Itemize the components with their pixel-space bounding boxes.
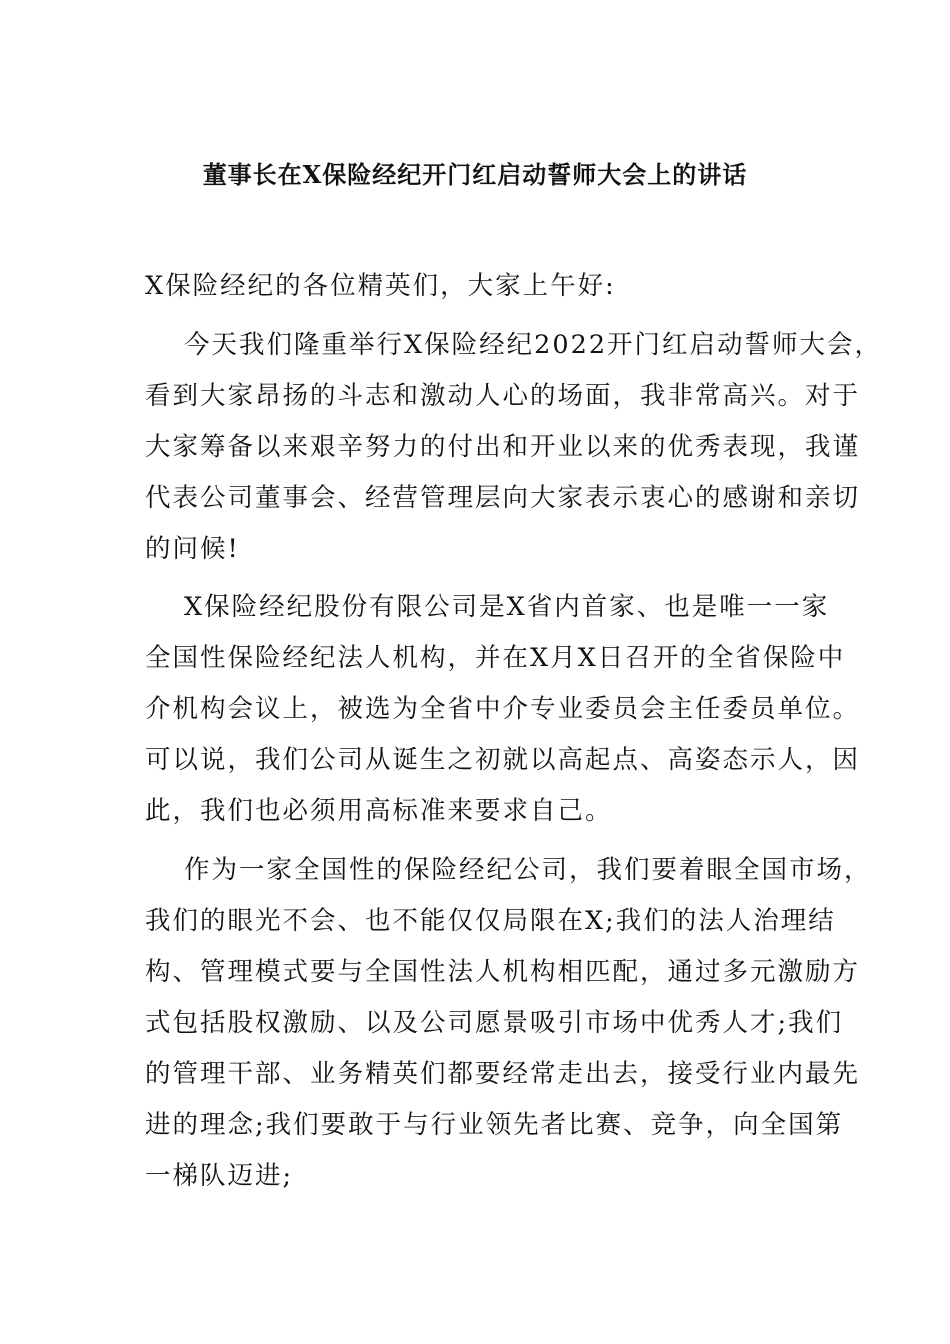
paragraph-line: 的问候! (145, 534, 240, 564)
paragraph-line: X保险经纪股份有限公司是X省内首家、也是唯一一家 (184, 592, 830, 622)
paragraph-line: 全国性保险经纪法人机构，并在X月X日召开的全省保险中 (145, 643, 846, 673)
paragraph-line: 今天我们隆重举行X保险经纪2022开门红启动誓师大会， (184, 330, 883, 360)
paragraph-line: 作为一家全国性的保险经纪公司，我们要着眼全国市场， (184, 855, 872, 885)
paragraph-line: 可以说，我们公司从诞生之初就以高起点、高姿态示人，因 (145, 745, 861, 775)
document-title: 董事长在X保险经纪开门红启动誓师大会上的讲话 (202, 160, 748, 189)
paragraph-line: 进的理念;我们要敢于与行业领先者比赛、竞争，向全国第 (145, 1110, 844, 1140)
paragraph-line: 式包括股权激励、以及公司愿景吸引市场中优秀人才;我们 (145, 1008, 844, 1038)
paragraph-line: 构、管理模式要与全国性法人机构相匹配，通过多元激励方 (145, 957, 861, 987)
paragraph-line: 介机构会议上，被选为全省中介专业委员会主任委员单位。 (145, 694, 861, 724)
paragraph-line: 代表公司董事会、经营管理层向大家表示衷心的感谢和亲切 (145, 483, 861, 513)
salutation: X保险经纪的各位精英们，大家上午好: (145, 271, 616, 301)
paragraph-line: 看到大家昂扬的斗志和激动人心的场面，我非常高兴。对于 (145, 381, 861, 411)
paragraph-line: 此，我们也必须用高标准来要求自己。 (145, 796, 613, 826)
paragraph-line: 一梯队迈进; (145, 1161, 294, 1191)
paragraph-line: 的管理干部、业务精英们都要经常走出去，接受行业内最先 (145, 1059, 861, 1089)
paragraph-line: 我们的眼光不会、也不能仅仅局限在X;我们的法人治理结 (145, 906, 836, 936)
paragraph-line: 大家筹备以来艰辛努力的付出和开业以来的优秀表现，我谨 (145, 432, 861, 462)
